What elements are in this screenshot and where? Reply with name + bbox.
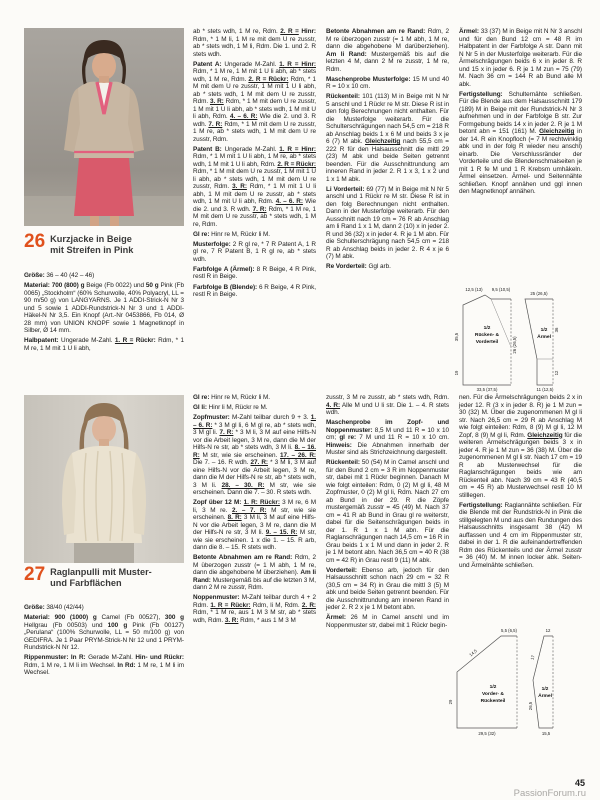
pattern-26-heading [24,233,186,255]
measurement-label: 26,5 [528,701,533,711]
paragraph: Farbfolge B (Blende): 6 R Beige, 4 R Pink, restl R in Beige. [193,283,316,299]
measurement-label: 19 [454,370,459,376]
schematic-part-label: Rücken- & [474,333,500,338]
paragraph: Zopf über 12 M: 1. R: Rückr: 3 M re, 6 M li, 3 M re. 2. – 7. R: M str, wie sie erscheinen. 8. R: 3 M li, 3 M auf eine Hilfs-N vor die Arbeit legen, 3 M re, dann die M der Hilfs-N re str, 3 M li. 9. – 15. R: M str, wie sie erscheinen. 1 x die 1. – 15. R arb, dann die 8. – 15. R stets wdh. [193,499,316,552]
pattern-27-info [24,604,184,784]
measurement-label: 29 [448,699,453,705]
measurement-label: 36 [554,327,559,333]
photo-jacket-illustration [24,28,184,226]
measurement-label: 25 (26,5) [530,291,548,296]
pattern-27-title-line1: Raglanpulli mit Muster- [50,567,152,577]
measurement-label: 11 (12,5) [536,387,554,392]
measurement-label: 5,5 (6,5) [500,628,518,633]
schematic-part-label: Rückenteil [480,699,506,704]
paragraph: ab * stets wdh, 1 M re, Rdm. 2. R = Hinr: Rdm, * 1 M li, 1 M re mit dem U re zusstr, ab * stets wdh, 1 M li, Rdm. Die 1. und 2. R stets wdh. [193,28,316,58]
paragraph: Vorderteil: Ebenso arb, jedoch für den Halsausschnitt schon nach 29 cm = 32 R (30,5 cm = 34 R) in Grau die mittl 3 (5) M abk und beide Seiten getrennt beenden. Für die Ausschnittrundung am inneren Rand in jeder 2. R 2 x je 1 M betont abn. [326,566,449,612]
paragraph: Patent B: Ungerade M-Zahl. 1. R = Hinr: Rdm, * 1 M mit 1 U li abh, 1 M re, ab * stets wdh, 1 M mit 1 U li abh, Rdm. 2. R = Rückr: Rdm, * 1 M mit dem U re zusstr, 1 M mit 1 U li abh, ab * stets wdh, 1 M mit dem U re zusstr, Rdm. 3. R: Rdm, * 1 M mit 1 U li abh, 1 M mit dem U re zusstr, ab * stets wdh, 1 M mit U li abh, Rdm. 4. – 6. R: Wie die 2. und 3. R wdh. 7. R: Rdm, * 1 M re, 1 M mit dem U re zusstr, ab * stets wdh, 1 M re, Rdm. [193,145,316,228]
measurement-label: 12 [554,370,559,376]
paragraph: Maschenprobe Musterfolge: 15 M und 40 R = 10 x 10 cm. [326,75,449,91]
column-3-top [326,28,449,388]
measurement-label: 14,5 [468,648,478,658]
schematic-part-label: Ärmel [538,694,552,699]
pattern-26-info [24,272,184,390]
paragraph: Maschenprobe im Zopf- und Noppenmuster: 8,5 M und 11 R = 10 x 10 cm; gl re: 7 M und 11 R = 10 x 10 cm. Hinweis: Die Abnahmen innerhalb der Muster sind als Strichzeichnung dargestellt. [326,419,450,457]
paragraph: Halbpatent: Ungerade M-Zahl. 1. R = Rückr: Rdm, * 1 M re, 1 M mit 1 U li abh, [24,337,184,352]
paragraph: Größe: 36 – 40 (42 – 46) [24,272,95,279]
schematic-26 [447,285,587,393]
measurement-label: 33,5 (37,5) [476,387,498,392]
paragraph: Gl re: Hinr re M, Rückr li M. [193,394,271,401]
schematic-part-label: Vorderteil [475,340,499,345]
measurement-label: 12,5 (13) [465,287,483,292]
measurement-label: 26 (26,5) [512,336,517,354]
measurement-label: 15,5 [541,731,551,736]
measurement-label: 9,5 (10,5) [491,287,511,292]
paragraph: Material: 900 (1000) g Camel (Fb 00527), 300 g Hellgrau (Fb 00503) und 100 g Pink (Fb 00127) „Perulana“ (100% Schurwolle, LL = 50 m/100 g) von GEDIFRA. Je 1 Paar PRYM-Strick-N Nr 12 und 1 PRYM-Rundstrick-N Nr 12. [24,614,184,652]
pattern-26-title [50,233,133,255]
paragraph: Zopfmuster: M-Zahl teilbar durch 9 + 3. 1. – 6. R: * 3 M gl li, 6 M gl re, ab * stets wdh, 3 M gl li. 7. R: * 3 M li, 3 M auf eine Hilfs-N vor die Arbeit legen, 3 M re, dann die M der Hilfs-N re str, ab * stets wdh, 3 M li. 8. – 16. R: M str, wie sie erscheinen. 17. – 26. R: Die 7. – 16. R wdh. 27. R: * 3 M li, 3 M auf eine Hilfs-N vor die Arbeit legen, 3 M re, dann die M der Hilfs-N re str, ab * stets wdh, 3 M li. 28. – 30. R: M str, wie sie erscheinen. Dann die 7. – 30. R stets wdh. [193,414,317,497]
watermark: PassionForum.ru [513,788,586,799]
pattern-27-title-line2: und Farbflächen [50,577,122,588]
paragraph: Patent A: Ungerade M-Zahl. 1. R = Hinr: Rdm, * 1 M re, 1 M mit 1 U li abh, ab * stets wdh, 1 M re, Rdm. 2. R = Rückr: Rdm, * 1 M mit dem U re zusstr, 1 M mit 1 U li abh, ab * stets wdh, 1 M mit dem U re zusstr, Rdm. 3. R: Rdm, * 1 M mit dem U re zusstr, 1 M mit 1 U li abh, ab * stets wdh, 1 M mit U li abh, Rdm. 4. – 6. R: Wie die 2. und 3. R wdh. 7. R: Rdm, * 1 M mit dem U re zusstr, 1 M re, ab * stets wdh, 1 M mit dem U re zusstr, Rdm. [193,60,316,143]
paragraph: Betonte Abnahmen am re Rand: Rdm, 2 M überzogen zusstr (= 1 M abh, 1 M re, dann die abgehobene M überziehen). Am li Rand: Mustergemäß bis auf die letzten 3 M, dann 2 M re zusstr, Rdm. [193,554,317,592]
measurement-label: 29,5 (32) [478,731,496,736]
paragraph: nen. Für die Ärmelschrägungen beids 2 x in jeder 12. R (3 x in jeder 8. R) je 1 M zun = 30 (32) M. Über die zugenommenen M gl li str. Nach 26,5 cm = 29 R ab Anschlag M wie folgt einteilen: Rdm, 8 (9) M gl li, 12 M Zopf, 8 (9) M gl li, Rdm. Gleichzeitig für die weiteren Ärmelschrägungen beids 3 x in jeder 4. R je 1 M zun = 36 (38) M. Über die zugenommenen M gl li str. Nach 17 cm = 19 R ab Musterwechsel für die Raglanschrägungen beids wie am Rückenteil abn. Nach 39 cm = 43 R (40,5 cm = 45 R) ab Musterwechsel restl 10 M stilllegen. [459,394,582,499]
schematic-part-label: 1/2 [489,685,497,690]
measurement-label: 12 [545,628,551,633]
pattern-26-number: 26 [24,231,46,252]
paragraph: Gl li: Hinr li M, Rückr re M. [193,404,268,412]
schematic-part-label: Vorder- & [482,692,504,697]
schematic-part-label: 1/2 [483,326,491,331]
column-2-bottom [193,394,316,786]
pattern-27-number: 27 [24,564,46,585]
paragraph: Gl re: Hinr re M, Rückr li M. [193,230,271,238]
paragraph: Fertigstellung: Raglannähte schließen. Für die Blende mit der Rundstrick-N in Pink die stillgelegten M und aus den Rundungen des Halsausschnitts insgesamt 38 (42) M auffassen und 4 cm im Rippenmuster str, dabei in der 1. R die aufeinandertreffenden Rdm des Rückenteils und der Ärmel zusstr = 36 (40) M. M innen locker abk. Seiten- und Ärmelnähte schließen. [459,501,582,569]
paragraph: Rippenmuster: In R: Gerade M-Zahl. Hin- und Rückr: Rdm, 1 M re, 1 M li im Wechsel. In Rd: 1 M re, 1 M li im Wechsel. [24,654,185,677]
column-3-bottom [326,394,449,786]
pattern-27-heading [24,566,186,588]
measurement-label: 35,5 [454,332,459,342]
paragraph: Material: 700 (800) g Beige (Fb 0022) und 50 g Pink (Fb 0065) „Stockholm“ (60% Schurwolle, 40% Polyacryl, LL = 90 m/50 g) von LANGYARNS. Je 1 ADDI-Strick-N Nr 3 und 5 sowie 1 ADDI-Rundstrick-N Nr 3 und 1 ADDI-Häkel-N Nr 3,5. Ein Knopf (Art.-Nr 0453866, Fb 014, Ø 28 mm) von UNION KNOPF sowie 1 Magnetknopf in Silber, Ø 14 mm. [24,282,184,335]
paragraph: Li Vorderteil: 69 (77) M in Beige mit N Nr 5 anschl und 1 Rückr re M str. Diese R ist in den folg Berechnungen nicht enthalten. Dann in der Musterfolge weiterarb. Für den Ausschnitt nach 19 cm = 76 R ab Anschlag am li Rand 1 x 1 M, dann 2 (10) x in jeder 2. R und 36 (32) x in jeder 4. R je 1 M abn. Für die Schulterschrägung nach 54,5 cm = 218 R ab Anschlag beids in jeder 2. R 4 x je 6 (7) M abk. [326,185,449,261]
column-2-top [193,28,316,388]
paragraph: Ärmel: 33 (37) M in Beige mit N Nr 3 anschl und für den Bund 12 cm = 48 R im Halbpatent in der Farbfolge A str. Dann mit N Nr 5 in der Musterfolge weiterarb. Für die Ärmelschrägungen beids 6 x in jeder 8. R und 15 x in jeder 6. R je 1 M zun = 75 (79) M. Nach 36 cm = 144 R ab Bund alle M abk. [459,28,582,88]
paragraph: Fertigstellung: Schulternähte schließen. Für die Blende aus dem Halsausschnitt 179 (189) M in Beige mit der Rundstrick-N Nr 3 aufnehmen und in der Farbfolge B str. Zur Formgebung beids 14 x in jeder 2. R je 1 M betont abn = 151 (161) M. Gleichzeitig in der 14. R ein Knopfloch (= 7 M rechtwinklig abk und in der folg R wieder neu anschl) einarb. Die Verschlussränder der Vorderteile und die Blendenschmalseiten je mit 1 R fe M und 1 R Krebsm umhäkeln. Ärmel einsetzen. Ärmel- und Seitennähte schließen. Knopf annähen und ggl innen den Magnetknopf annähen. [459,90,582,196]
paragraph: Noppenmuster: M-Zahl teilbar durch 4 + 2 Rdm. 1. R = Rückr: Rdm, li M, Rdm. 2. R: Rdm, * 1 M re, aus 1 M 3 M str, ab * stets wdh, Rdm. 3. R: Rdm, * aus 1 M 3 M [193,594,316,624]
column-4-bottom [459,394,582,619]
paragraph: Rückenteil: 50 (54) M in Camel anschl und für den Bund 2 cm = 3 R im Noppenmuster str, dabei mit 1 Rückr beginnen. Danach M wie folgt einteilen: Rdm, 0 (2) M gl li, 48 M Zopfmuster, 0 (2) M gl li, Rdm. Nach 27 cm ab Bund in der 29. R die Zöpfe mustergemäß zusstr = 45 (49) M. Nach 37 cm = 41 R ab Bund in Grau gl re weiterstr, dabei für die Seitenschrägungen beids in der 1. R 1 x 1 M abn. Für die Raglanschrägungen nach 14,5 cm = 16 R in Grau beids 1 x 1 M und dann in jeder 2. R je 1 M betont abn. Nach 36,5 cm = 40 R (38 cm = 42 R) in Grau restl 9 (11) M abk. [326,459,449,564]
photo-pullover-illustration [24,395,184,563]
pattern-27-title [50,566,152,588]
paragraph: zusstr, 3 M re zusstr, ab * stets wdh, Rdm. 4. R: Alle M und U li str. Die 1. – 4. R stets wdh. [326,394,449,416]
pattern-26-title-line2: mit Streifen in Pink [50,244,134,255]
page-number: 45 [574,778,585,788]
schematic-part-label: 1/2 [540,328,548,333]
paragraph: Musterfolge: 2 R gl re, * 7 R Patent A, 1 R gl re, 7 R Patent B, 1 R gl re, ab * stets wdh. [193,240,316,263]
pattern-26-title-line1: Kurzjacke in Beige [50,234,132,244]
column-4-top [459,28,582,278]
photo-pullover-model [24,395,184,563]
paragraph: Rückenteil: 101 (113) M in Beige mit N Nr 5 anschl und 1 Rückr re M str. Diese R ist in den folg Berechnungen nicht enthalten. Für die Musterfolge weiterarb. Für die Schulterschrägungen nach 54,5 cm = 218 R ab Anschlag beids 1 x 6 M und beids 3 x je 6 (7) M abk. Gleichzeitig nach 55,5 cm = 222 R für den Halsausschnitt die mittl 29 (23) M abk und beide Seiten getrennt beenden. Für die Ausschnittrundung am inneren Rand in jeder 2. R 1 x 3, 1 x 2 und 1 x 1 M abk. [326,93,449,183]
paragraph: Ärmel: 26 M in Camel anschl und im Noppenmuster str, dabei mit 1 Rückr begin- [326,614,449,629]
schematic-27 [447,624,587,739]
measurement-label: 17 [529,654,536,661]
photo-jacket-model [24,28,184,226]
schematic-part-label: Ärmel [537,335,551,340]
paragraph: Farbfolge A (Ärmel): 8 R Beige, 4 R Pink, restl R in Beige. [193,265,316,281]
schematic-part-label: 1/2 [541,687,549,692]
paragraph: Re Vorderteil: Ggl arb. [326,263,391,271]
paragraph: Betonte Abnahmen am re Rand: Rdm, 2 M re überzogen zusstr (= 1 M abh, 1 M re, dann die abgehobene M darüberziehen). Am li Rand: Mustergemäß bis auf die letzten 4 M, dann 2 M re zusstr, 1 M re, Rdm. [326,28,449,73]
paragraph: Größe: 38/40 (42/44) [24,604,84,611]
